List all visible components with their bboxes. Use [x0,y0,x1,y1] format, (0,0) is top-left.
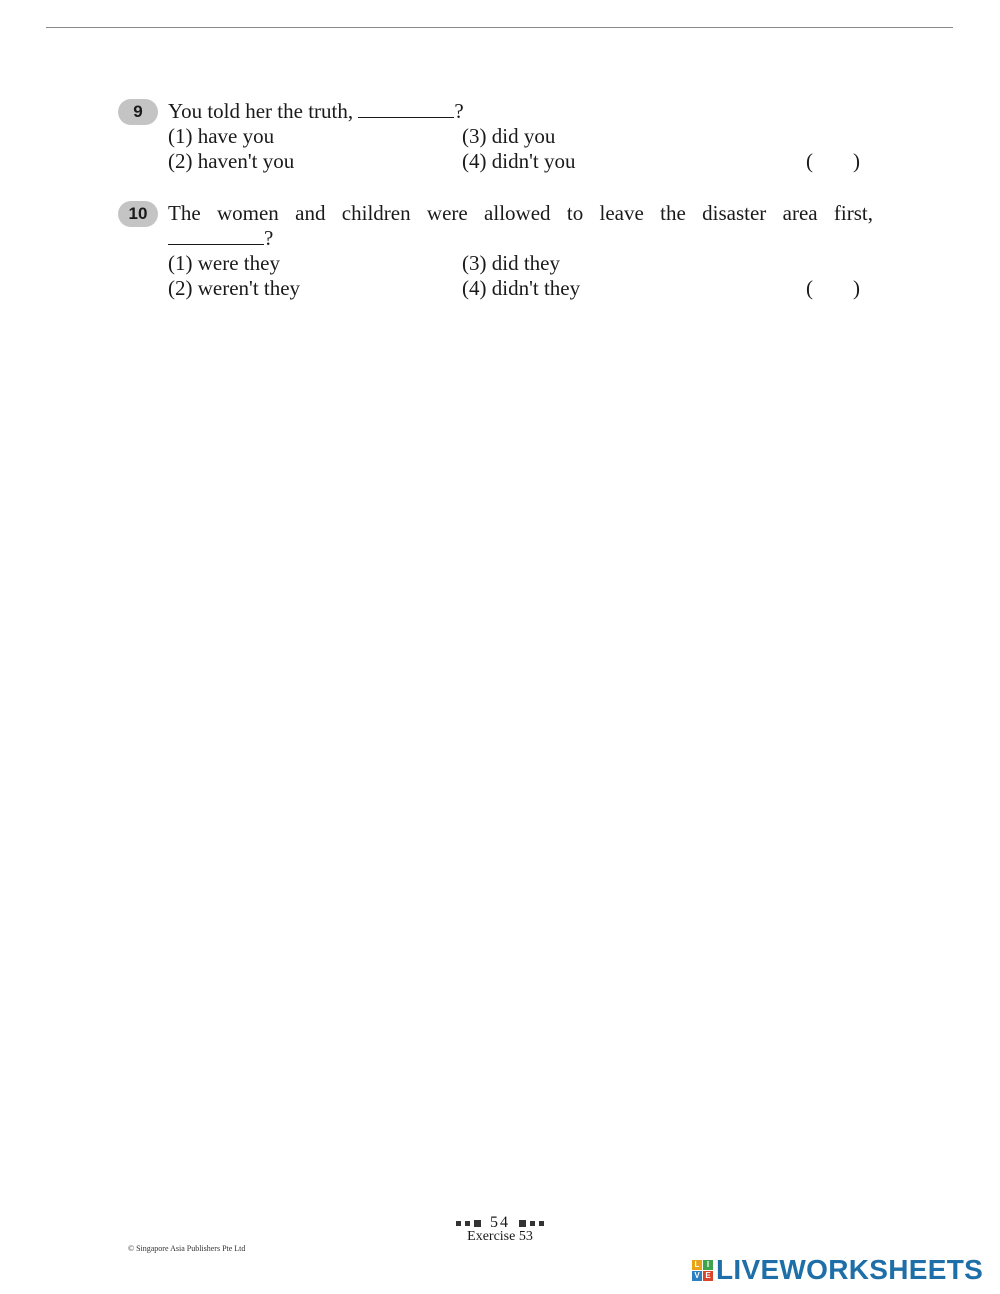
square-bullet-icon [539,1221,544,1226]
option-3: (3) did you [462,124,556,148]
top-rule [46,27,953,28]
brand-name: LIVEWORKSHEETS [716,1254,984,1285]
option-4: (4) didn't they [462,276,581,300]
answer-bracket[interactable] [806,276,860,301]
question-9 [118,99,878,179]
answer-blank [168,227,264,245]
bracket-left: ( [806,149,813,173]
logo-tile: I [703,1260,713,1270]
bracket-right: ) [853,276,860,300]
answer-bracket[interactable] [806,149,860,174]
logo-tile: L [692,1260,702,1270]
question-number: 10 [118,201,158,227]
square-bullet-icon [519,1220,526,1227]
question-text: The women and children were allowed to leave the disaster area first, [168,201,873,225]
logo-tile: V [692,1271,702,1281]
option-2: (2) weren't they [168,276,301,300]
question-stem [168,99,873,124]
question-text: You told her the truth, [168,99,354,123]
option-2: (2) haven't you [168,149,295,173]
logo-tile: E [703,1271,713,1281]
question-mark: ? [454,99,464,123]
question-number: 9 [118,99,158,125]
exercise-label: Exercise 53 [467,1229,533,1244]
copyright-notice: © Singapore Asia Publishers Pte Ltd [128,1244,246,1253]
page-number: 54 [490,1214,510,1231]
option-3: (3) did they [462,251,560,275]
question-mark: ? [264,226,274,250]
liveworksheets-icon [692,1260,713,1281]
question-10 [118,201,878,305]
liveworksheets-logo[interactable] [692,1256,983,1284]
option-4: (4) didn't you [462,149,576,173]
square-bullet-icon [474,1220,481,1227]
square-bullet-icon [530,1221,535,1226]
option-1: (1) have you [168,124,275,148]
bracket-left: ( [806,276,813,300]
answer-blank [358,100,454,118]
question-stem-continued [168,226,273,251]
square-bullet-icon [456,1221,461,1226]
bracket-right: ) [853,149,860,173]
option-1: (1) were they [168,251,280,275]
square-bullet-icon [465,1221,470,1226]
